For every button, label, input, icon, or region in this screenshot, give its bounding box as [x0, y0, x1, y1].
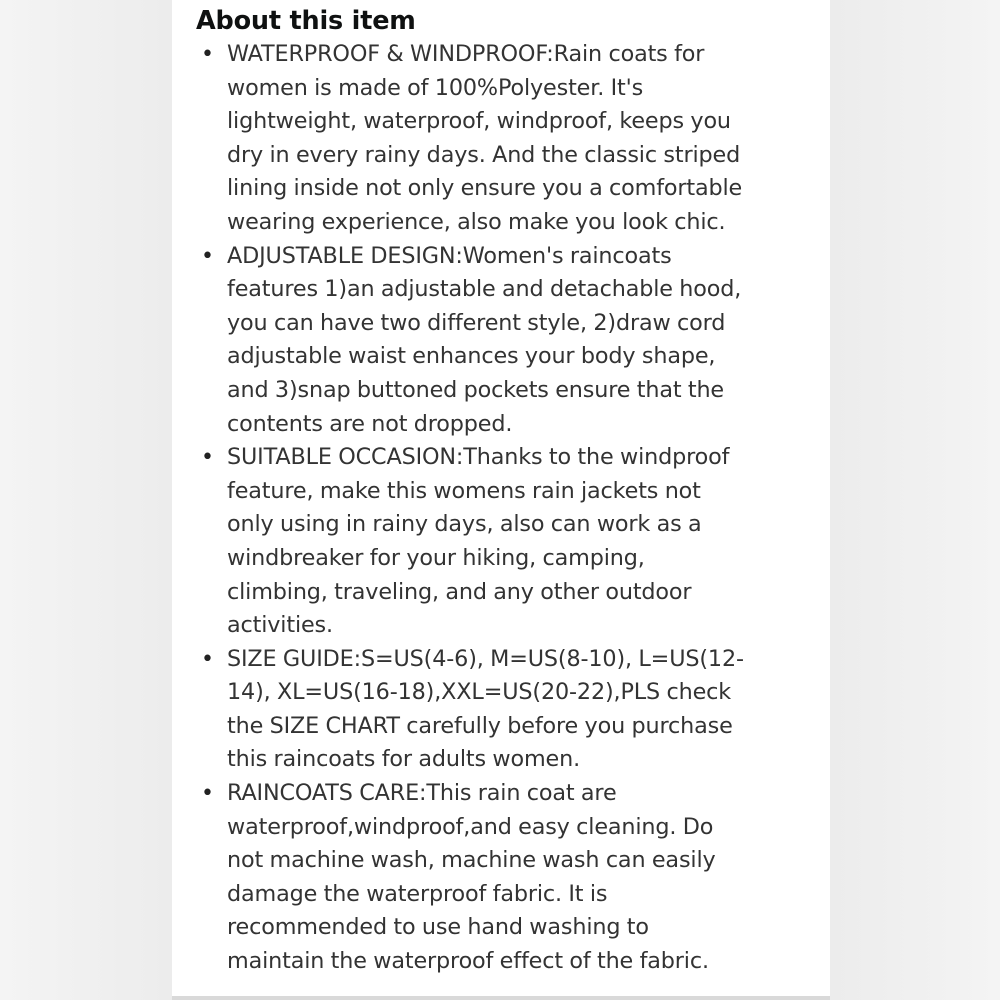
bullet-dot-icon: •: [201, 42, 214, 67]
bullet-dot-icon: •: [201, 445, 214, 471]
bullet-line: waterproof,windproof,and easy cleaning. Do: [227, 813, 714, 840]
bullet-line: only using in rainy days, also can work as a: [227, 511, 702, 538]
bullet-adjustable-design: [196, 240, 806, 442]
bullet-line: adjustable waist enhances your body shape,: [227, 343, 716, 370]
bullet-line: SIZE GUIDE:S=US(4-6), M=US(8-10), L=US(12-: [227, 645, 744, 672]
bullet-line: 14), XL=US(16-18),XXL=US(20-22),PLS check: [227, 679, 732, 706]
left-margin: [0, 0, 172, 1000]
bullet-line: lightweight, waterproof, windproof, keeps you: [227, 108, 731, 135]
bullet-line: ADJUSTABLE DESIGN:Women's raincoats: [227, 242, 672, 269]
bullet-line: dry in every rainy days. And the classic striped: [227, 141, 741, 168]
bullet-suitable-occasion: [196, 441, 806, 643]
bullet-line: women is made of 100%Polyester. It's: [227, 74, 644, 101]
bullet-line: not machine wash, machine wash can easily: [227, 847, 716, 874]
bullet-dot-icon: •: [201, 243, 214, 269]
bullet-waterproof: [196, 38, 806, 240]
about-item-panel: [172, 0, 830, 1000]
feature-bullet-list: [196, 38, 806, 979]
bullet-line: RAINCOATS CARE:This rain coat are: [227, 780, 617, 807]
bullet-line: wearing experience, also make you look chic.: [227, 208, 726, 235]
bullet-line: damage the waterproof fabric. It is: [227, 880, 608, 907]
bullet-dot-icon: •: [201, 646, 214, 672]
bullet-line: lining inside not only ensure you a comfortable: [227, 175, 743, 202]
bullet-line: the SIZE CHART carefully before you purchase: [227, 712, 733, 739]
bottom-divider: [172, 996, 830, 1000]
bullet-line: maintain the waterproof effect of the fabric.: [227, 948, 709, 975]
section-title: About this item: [196, 6, 416, 36]
bullet-line: climbing, traveling, and any other outdoor: [227, 578, 692, 605]
bullet-dot-icon: •: [201, 781, 214, 807]
bullet-line: SUITABLE OCCASION:Thanks to the windproof: [227, 444, 730, 471]
bullet-line: this raincoats for adults women.: [227, 746, 581, 773]
bullet-line: and 3)snap buttoned pockets ensure that the: [227, 376, 724, 403]
bullet-size-guide: [196, 643, 806, 777]
bullet-line: recommended to use hand washing to: [227, 914, 649, 941]
bullet-line: contents are not dropped.: [227, 410, 513, 437]
bullet-line: you can have two different style, 2)draw cord: [227, 309, 726, 336]
right-margin: [830, 0, 1000, 1000]
bullet-line: windbreaker for your hiking, camping,: [227, 544, 645, 571]
bullet-line: features 1)an adjustable and detachable hood,: [227, 276, 742, 303]
bullet-line: activities.: [227, 612, 333, 639]
bullet-raincoats-care: [196, 777, 806, 979]
bullet-line: WATERPROOF & WINDPROOF:Rain coats for: [227, 41, 705, 67]
bullet-line: feature, make this womens rain jackets not: [227, 477, 701, 504]
